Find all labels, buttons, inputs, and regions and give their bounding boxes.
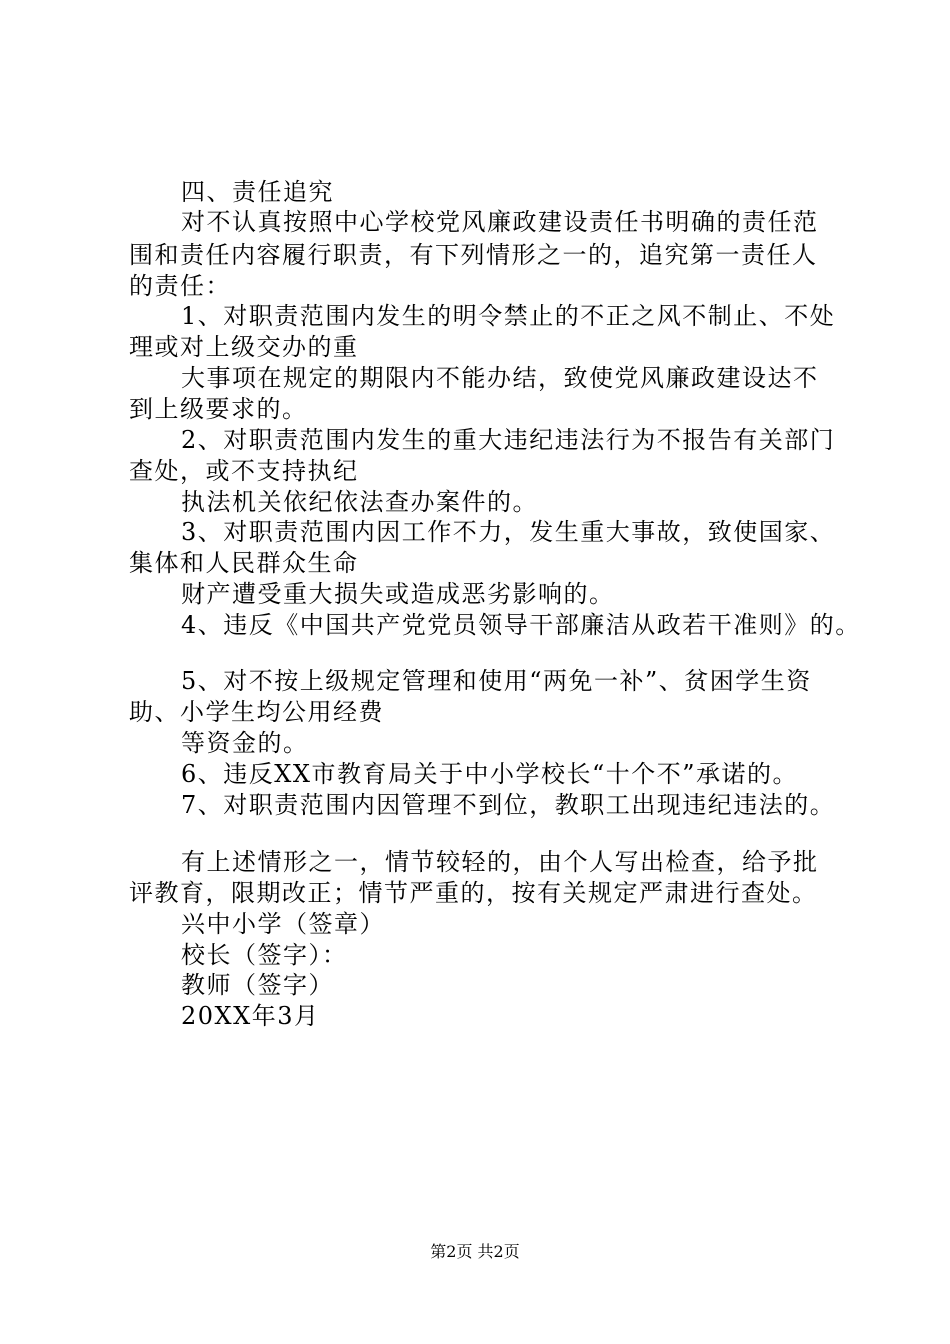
- document-date: 20XX年3月: [181, 1002, 320, 1030]
- list-item-line: 大事项在规定的期限内不能办结，致使党风廉政建设达不: [181, 364, 819, 392]
- list-item-line: 1、对职责范围内发生的明令禁止的不正之风不制止、不处: [181, 302, 836, 330]
- section-heading: 四、责任追究: [181, 178, 334, 206]
- paragraph-line: 围和责任内容履行职责，有下列情形之一的，追究第一责任人: [129, 241, 818, 269]
- school-signature-line: 兴中小学（签章）: [181, 910, 385, 938]
- teacher-signature-line: 教师（签字）: [181, 971, 334, 999]
- list-item-line: 执法机关依纪依法查办案件的。: [181, 488, 538, 516]
- list-item-line: 4、违反《中国共产党党员领导干部廉洁从政若干准则》的。: [181, 611, 861, 639]
- list-item-line: 3、对职责范围内因工作不力，发生重大事故，致使国家、: [181, 518, 836, 546]
- page-number-footer: 第2页 共2页: [430, 1242, 520, 1261]
- list-item-line: 6、违反XX市教育局关于中小学校长“十个不”承诺的。: [181, 760, 798, 788]
- list-item-line: 财产遭受重大损失或造成恶劣影响的。: [181, 580, 615, 608]
- paragraph-line: 有上述情形之一，情节较轻的，由个人写出检查，给予批: [181, 848, 819, 876]
- list-item-line: 理或对上级交办的重: [129, 333, 359, 361]
- list-item-line: 等资金的。: [181, 729, 309, 757]
- paragraph-line: 对不认真按照中心学校党风廉政建设责任书明确的责任范: [181, 208, 819, 236]
- list-item-line: 助、小学生均公用经费: [129, 698, 384, 726]
- list-item-line: 2、对职责范围内发生的重大违纪违法行为不报告有关部门: [181, 426, 836, 454]
- list-item-line: 5、对不按上级规定管理和使用“两免一补”、贫困学生资: [181, 667, 812, 695]
- list-item-line: 到上级要求的。: [129, 395, 308, 423]
- paragraph-line: 评教育，限期改正；情节严重的，按有关规定严肃进行查处。: [129, 879, 818, 907]
- paragraph-line: 的责任：: [129, 272, 231, 300]
- list-item-line: 集体和人民群众生命: [129, 549, 359, 577]
- list-item-line: 7、对职责范围内因管理不到位，教职工出现违纪违法的。: [181, 791, 836, 819]
- principal-signature-line: 校长（签字）：: [181, 941, 348, 969]
- list-item-line: 查处，或不支持执纪: [129, 457, 359, 485]
